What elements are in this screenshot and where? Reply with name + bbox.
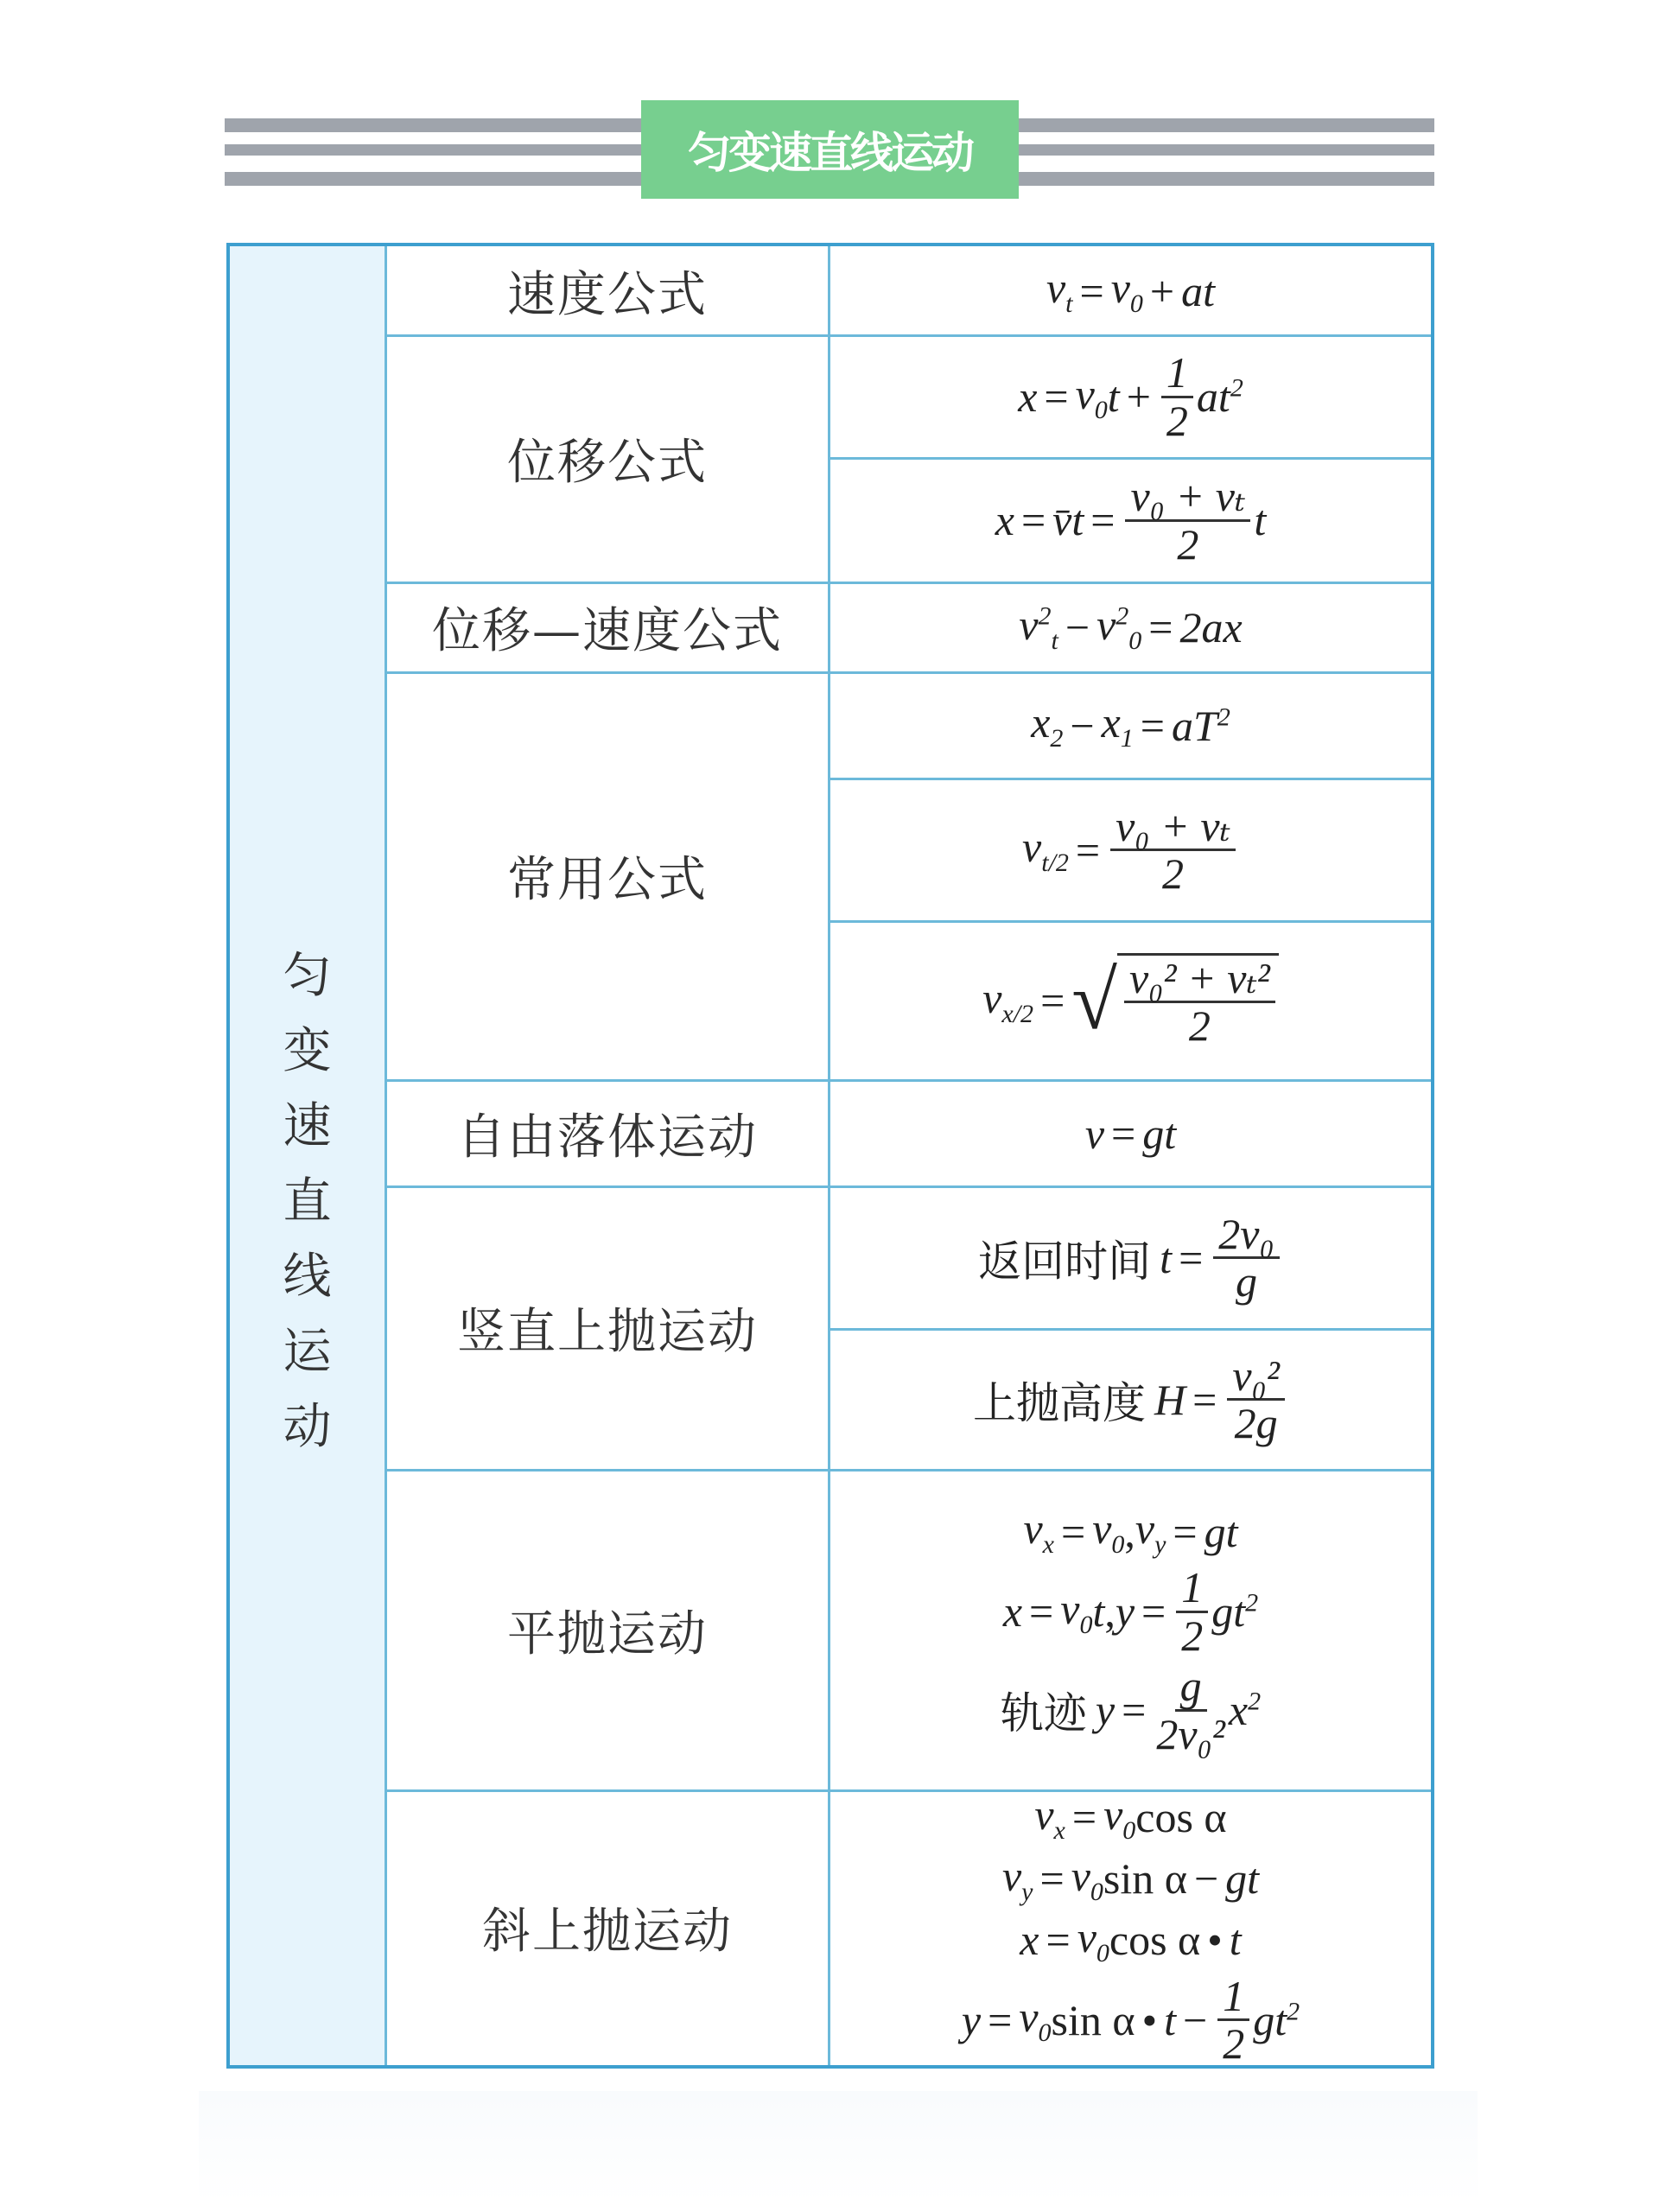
formula-line: $v_t$ = $v_0$ + at <box>1046 264 1216 318</box>
formula-line: 上抛高度 H = $\frac{\text{v₀²}}{2g}$ <box>973 1353 1288 1446</box>
fraction: $\frac{\text{v₀ + vₜ}}{2}$ <box>1125 474 1250 567</box>
fraction: $\frac{\text{2v₀}}{g}$ <box>1213 1211 1280 1305</box>
formula-category-label: 位移公式 <box>507 435 708 491</box>
formula-cell <box>830 1080 1431 1186</box>
formula-line: x = $v_0$ cos α • t <box>1020 1912 1242 1967</box>
square-root: √ $\frac{\text{v₀² + vₜ²}}{2}$ <box>1071 953 1279 1049</box>
formula-category-label: 自由落体运动 <box>457 1109 758 1166</box>
formula-category-label: 位移—速度公式 <box>432 603 783 659</box>
formula-line: $x_2$ − $x_1$ = $aT^2$ <box>1031 698 1230 753</box>
formula-line: x = v̄ t = $\frac{\text{v₀ + vₜ}}{2}$ t <box>995 472 1267 569</box>
fraction: $\frac{1}{2}$ <box>1161 350 1193 443</box>
formula-cell <box>830 672 1431 779</box>
formula-line: $v_x$ = $v_0$ , $v_y$ = gt <box>1023 1504 1238 1559</box>
formula-line: $v_{t/2}$ = $\frac{\text{v₀ + vₜ}}{2}$ <box>1022 804 1239 897</box>
formula-cell <box>830 921 1431 1080</box>
bottom-fade <box>199 2091 1478 2203</box>
category-char: 直 <box>283 1173 332 1230</box>
formula-line: x = $v_0$ t + $\frac{1}{2}$ $at^2$ <box>1018 348 1243 445</box>
fraction: $\frac{g}{\text{2v₀²}}$ <box>1156 1662 1225 1758</box>
category-char: 动 <box>283 1399 332 1455</box>
formula-category-label: 斜上抛运动 <box>482 1904 733 1960</box>
formula-cell <box>830 1470 1431 1790</box>
formula-cell <box>830 458 1431 582</box>
category-char: 速 <box>283 1098 332 1154</box>
formula-line: $v^2_t$ − $v^2_0$ = 2ax <box>1019 600 1243 655</box>
formula-line: $v_x$ = $v_0$ cos α <box>1034 1789 1227 1845</box>
formula-line: $v_{x/2}$ = √ $\frac{\text{v₀² + vₜ²}}{2}$ <box>982 953 1279 1049</box>
category-column <box>230 246 387 2065</box>
formula-table <box>226 243 1434 2069</box>
section-title: 匀变速直线运动 <box>688 128 972 178</box>
category-char: 运 <box>283 1324 332 1380</box>
fraction: $\frac{1}{2}$ <box>1217 1974 1249 2067</box>
formula-line: $v_y$ = $v_0$ sin α − gt <box>1001 1851 1260 1906</box>
formula-cell <box>830 335 1431 458</box>
formula-category-label: 速度公式 <box>507 266 708 323</box>
formula-cell <box>830 1329 1431 1470</box>
formula-category-label: 竖直上抛运动 <box>457 1304 758 1360</box>
formula-line: v = gt <box>1084 1109 1177 1158</box>
formula-line: x = $v_0$ t , y = $\frac{1}{2}$ $gt^2$ <box>1002 1563 1259 1660</box>
category-char: 线 <box>283 1249 332 1305</box>
formula-cell <box>830 582 1431 672</box>
formula-line: 轨迹 y = $\frac{g}{\text{2v₀²}}$ $x^2$ <box>1000 1662 1262 1758</box>
fraction: $\frac{1}{2}$ <box>1176 1565 1208 1658</box>
formula-cell <box>830 779 1431 921</box>
formula-category-label: 常用公式 <box>507 852 708 908</box>
formula-line: 返回时间 t = $\frac{\text{2v₀}}{g}$ <box>978 1211 1283 1305</box>
formula-category-label: 平抛运动 <box>507 1605 708 1662</box>
formula-cell <box>830 1186 1431 1329</box>
formula-cell <box>830 1789 1431 2068</box>
category-char: 变 <box>283 1023 332 1079</box>
fraction: $\frac{\text{v₀²}}{2g}$ <box>1227 1353 1285 1446</box>
formula-line: y = $v_0$ sin α • t − $\frac{1}{2}$ $gt^2$ <box>961 1971 1300 2068</box>
fraction: $\frac{\text{v₀ + vₜ}}{2}$ <box>1110 804 1236 897</box>
section-title-banner <box>641 100 1019 199</box>
formula-cell <box>830 246 1431 335</box>
fraction: $\frac{\text{v₀² + vₜ²}}{2}$ <box>1124 956 1275 1049</box>
category-char: 匀 <box>283 948 332 1004</box>
